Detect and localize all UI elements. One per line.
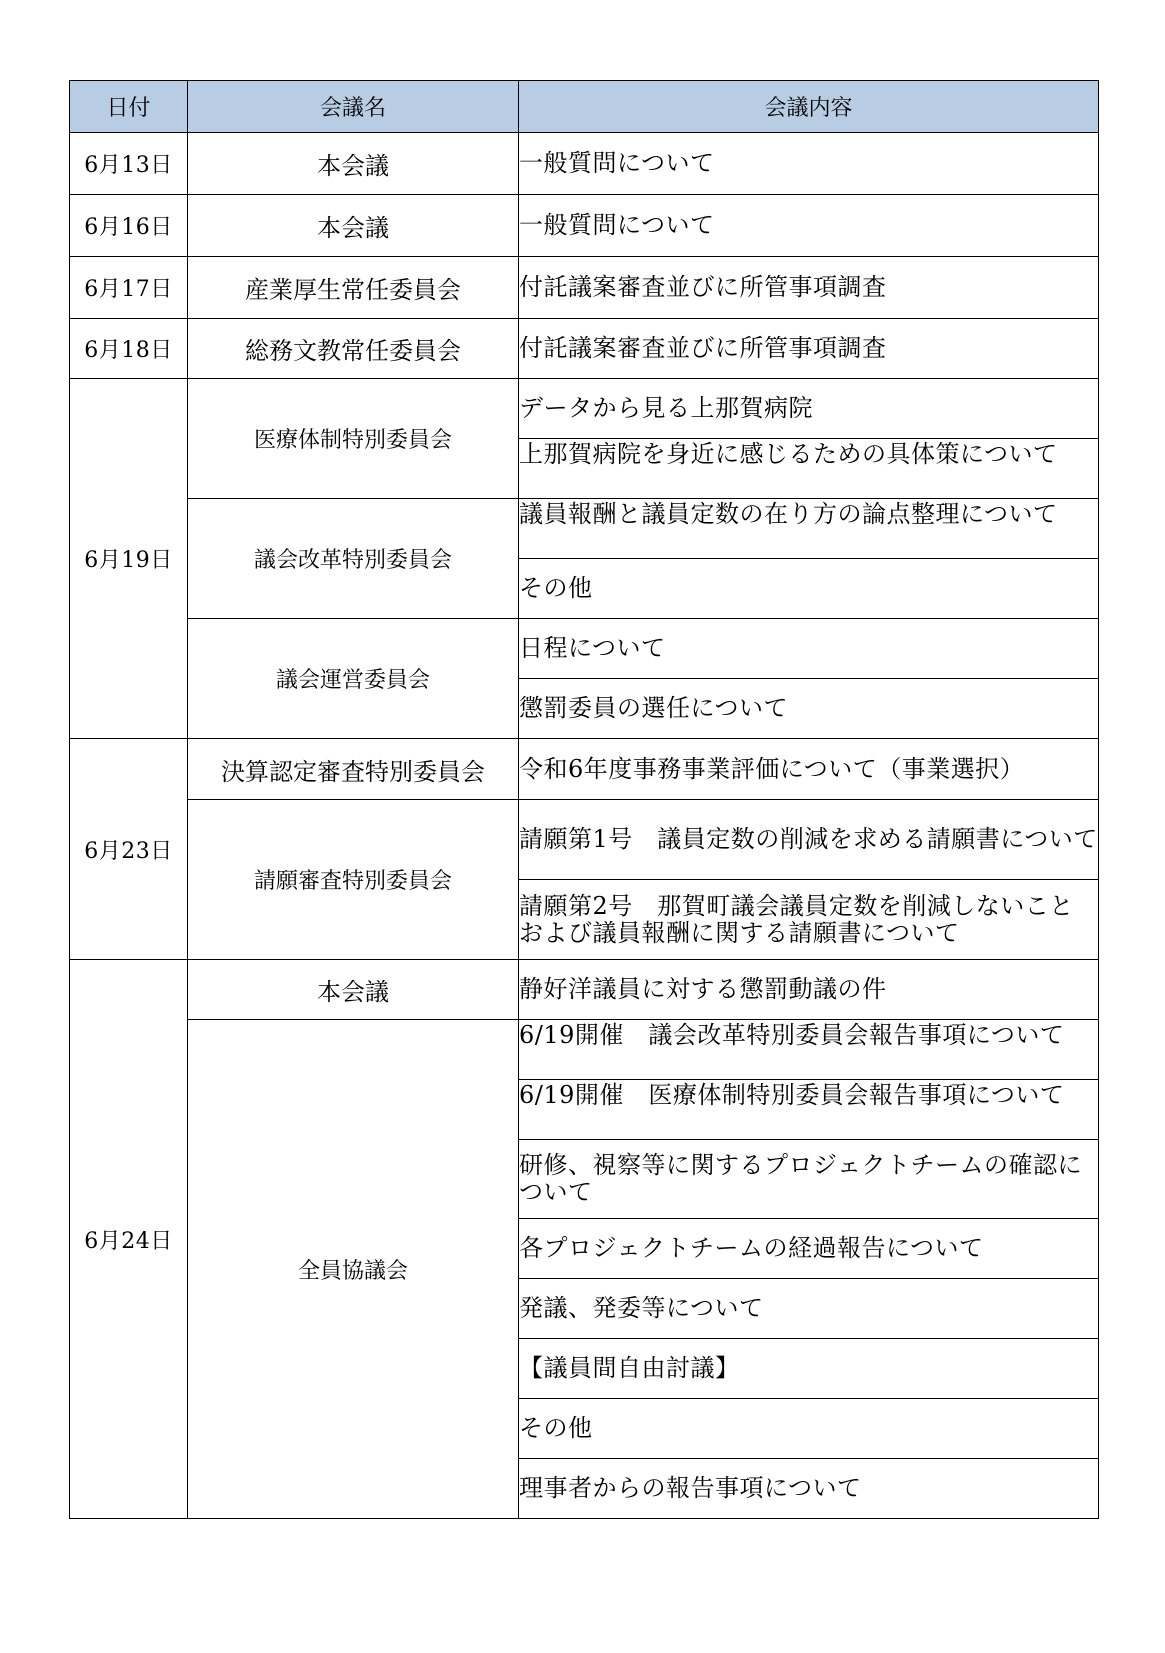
table-row	[70, 739, 1099, 800]
meeting-content-cell: 【議員間自由討議】	[519, 1339, 1099, 1399]
table-row	[70, 960, 1099, 1020]
meeting-content-cell: 令和6年度事務事業評価について（事業選択）	[519, 739, 1099, 800]
meeting-name-cell: 医療体制特別委員会	[188, 379, 519, 499]
table-row	[70, 133, 1099, 195]
table-row	[70, 195, 1099, 257]
table-row	[70, 619, 1099, 679]
meeting-name-cell: 請願審査特別委員会	[188, 800, 519, 960]
meeting-name-cell: 本会議	[188, 960, 519, 1020]
meeting-name-cell: 議会運営委員会	[188, 619, 519, 739]
table-row	[70, 499, 1099, 559]
meeting-name-cell: 全員協議会	[188, 1020, 519, 1519]
meeting-content-cell: 6/19開催 議会改革特別委員会報告事項について	[519, 1020, 1099, 1080]
meeting-content-cell: 日程について	[519, 619, 1099, 679]
header-meeting-name: 会議名	[188, 81, 519, 133]
meeting-content-cell: 懲罰委員の選任について	[519, 679, 1099, 739]
meeting-name-cell: 総務文教常任委員会	[188, 319, 519, 379]
meeting-content-cell: 研修、視察等に関するプロジェクトチームの確認について	[519, 1140, 1099, 1219]
date-cell: 6月19日	[70, 379, 188, 739]
table-row	[70, 800, 1099, 880]
meeting-content-cell: 発議、発委等について	[519, 1279, 1099, 1339]
meeting-name-cell: 産業厚生常任委員会	[188, 257, 519, 319]
table-row	[70, 379, 1099, 439]
meeting-content-cell: その他	[519, 1399, 1099, 1459]
meeting-name-cell: 議会改革特別委員会	[188, 499, 519, 619]
table-body	[70, 133, 1099, 1519]
meeting-content-cell: 6/19開催 医療体制特別委員会報告事項について	[519, 1080, 1099, 1140]
meeting-content-cell: 付託議案審査並びに所管事項調査	[519, 319, 1099, 379]
meeting-content-cell: 理事者からの報告事項について	[519, 1459, 1099, 1519]
meeting-name-cell: 本会議	[188, 133, 519, 195]
meeting-content-cell: 一般質問について	[519, 133, 1099, 195]
date-cell: 6月18日	[70, 319, 188, 379]
date-cell: 6月13日	[70, 133, 188, 195]
meeting-content-cell: その他	[519, 559, 1099, 619]
header-row	[70, 81, 1099, 133]
meeting-content-cell: 静好洋議員に対する懲罰動議の件	[519, 960, 1099, 1020]
meeting-content-cell: 議員報酬と議員定数の在り方の論点整理について	[519, 499, 1099, 559]
header-meeting-content: 会議内容	[519, 81, 1099, 133]
meeting-content-cell: 付託議案審査並びに所管事項調査	[519, 257, 1099, 319]
date-cell: 6月17日	[70, 257, 188, 319]
header-date: 日付	[70, 81, 188, 133]
meeting-content-cell: 各プロジェクトチームの経過報告について	[519, 1219, 1099, 1279]
meeting-content-cell: 上那賀病院を身近に感じるための具体策について	[519, 439, 1099, 499]
meeting-content-cell: データから見る上那賀病院	[519, 379, 1099, 439]
meeting-content-cell: 請願第1号 議員定数の削減を求める請願書について	[519, 800, 1099, 880]
meeting-name-cell: 決算認定審査特別委員会	[188, 739, 519, 800]
meeting-name-cell: 本会議	[188, 195, 519, 257]
table-header	[70, 81, 1099, 133]
date-cell: 6月23日	[70, 739, 188, 960]
table-row	[70, 319, 1099, 379]
meeting-content-cell: 請願第2号 那賀町議会議員定数を削減しないことおよび議員報酬に関する請願書について	[519, 880, 1099, 960]
table-row	[70, 1020, 1099, 1080]
date-cell: 6月16日	[70, 195, 188, 257]
date-cell: 6月24日	[70, 960, 188, 1519]
meeting-content-cell: 一般質問について	[519, 195, 1099, 257]
meeting-schedule-table	[69, 80, 1099, 1519]
table-row	[70, 257, 1099, 319]
